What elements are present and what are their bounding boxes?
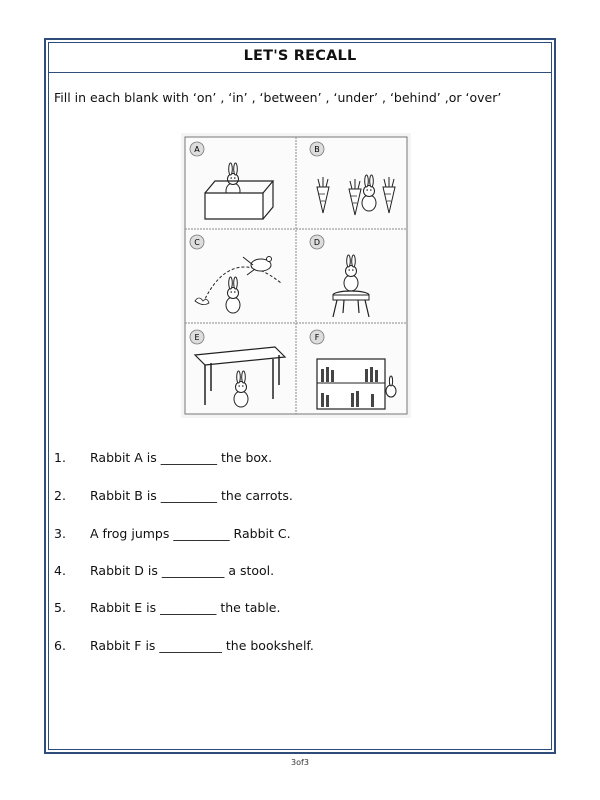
panel-label-d <box>310 235 324 249</box>
question-number: 5. <box>54 600 66 615</box>
panel-f-rabbit-behind-bookshelf <box>317 359 396 409</box>
question-number: 6. <box>54 638 66 653</box>
question-1 <box>54 450 272 465</box>
question-text[interactable]: Rabbit A is _________ the box. <box>90 450 273 465</box>
question-text[interactable]: A frog jumps _________ Rabbit C. <box>90 526 291 541</box>
question-number: 3. <box>54 526 66 541</box>
svg-text:F: F <box>314 333 320 342</box>
instruction-text: Fill in each blank with ‘on’ , ‘in’ , ‘between’ , ‘under’ , ‘behind’ ,or ‘over’ <box>54 90 502 105</box>
svg-text:B: B <box>314 145 320 154</box>
panel-label-c <box>190 235 204 249</box>
question-4 <box>54 563 274 578</box>
question-text[interactable]: Rabbit F is __________ the bookshelf. <box>90 638 314 653</box>
question-6 <box>54 638 314 653</box>
question-text[interactable]: Rabbit B is _________ the carrots. <box>90 488 293 503</box>
question-text[interactable]: Rabbit E is _________ the table. <box>90 600 281 615</box>
illustration-svg <box>181 133 411 418</box>
question-number: 1. <box>54 450 66 465</box>
svg-text:C: C <box>194 238 200 247</box>
page-number: 3of3 <box>291 758 309 767</box>
panel-label-a <box>190 142 204 156</box>
question-2 <box>54 488 293 503</box>
question-5 <box>54 600 280 615</box>
illustration-grid <box>181 133 411 418</box>
question-text[interactable]: Rabbit D is __________ a stool. <box>90 563 275 578</box>
question-number: 2. <box>54 488 66 503</box>
panel-label-b <box>310 142 324 156</box>
svg-text:D: D <box>313 238 321 247</box>
question-3 <box>54 526 291 541</box>
panel-label-f <box>310 330 324 344</box>
question-number: 4. <box>54 563 66 578</box>
svg-text:E: E <box>194 333 200 342</box>
title-divider <box>48 72 552 73</box>
svg-text:A: A <box>194 145 200 154</box>
panel-label-e <box>190 330 204 344</box>
worksheet-title: LET'S RECALL <box>243 48 357 64</box>
